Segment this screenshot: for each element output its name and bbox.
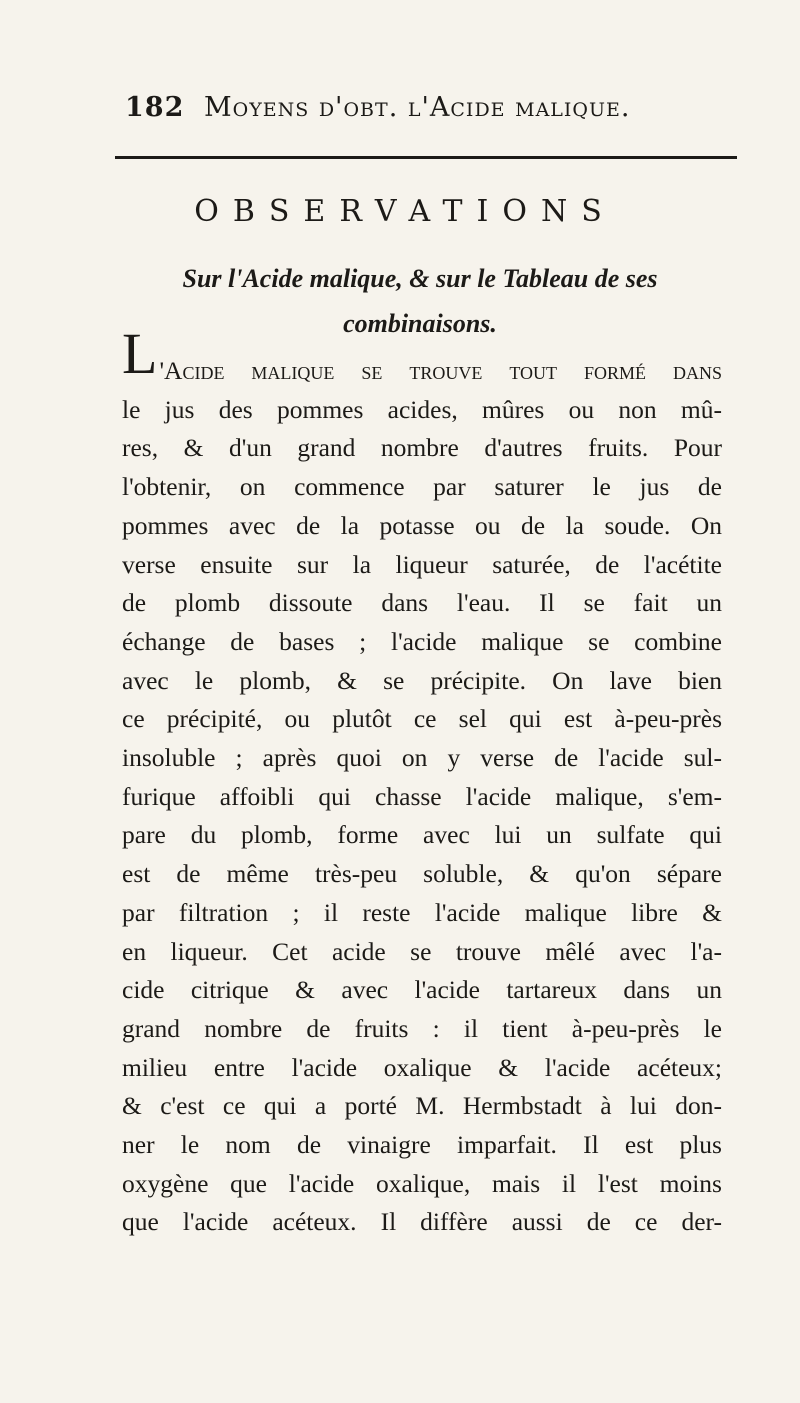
body-line: l'obtenir, on commence par saturer le jus de <box>122 472 722 502</box>
body-line: res, & d'un grand nombre d'autres fruits. Pour <box>122 433 722 463</box>
body-line-1: L 'Acide malique se trouve tout formé dans <box>122 321 722 386</box>
body-line: est de même très-peu soluble, & qu'on sépare <box>122 859 722 889</box>
body-line: verse ensuite sur la liqueur saturée, de l'acétite <box>122 549 722 579</box>
header-rule <box>115 156 737 159</box>
body-line: échange de bases ; l'acide malique se combine <box>122 626 722 656</box>
body-line: furique affoibli qui chasse l'acide malique, s'em- <box>122 781 722 811</box>
body-line: ner le nom de vinaigre imparfait. Il est plus <box>122 1130 722 1160</box>
body-line: insoluble ; après quoi on y verse de l'acide sul- <box>122 743 722 773</box>
body-line: que l'acide acéteux. Il diffère aussi de ce der- <box>122 1207 722 1237</box>
running-head <box>125 92 725 123</box>
section-subtitle <box>140 256 700 346</box>
body-line: de plomb dissoute dans l'eau. Il se fait un <box>122 588 722 618</box>
body-line: avec le plomb, & se précipite. On lave bien <box>122 665 722 695</box>
page-number: 182 <box>125 92 185 123</box>
body-line: grand nombre de fruits : il tient à-peu-près le <box>122 1013 722 1043</box>
body-line: ce précipité, ou plutôt ce sel qui est à-peu-près <box>122 704 722 734</box>
body-line: cide citrique & avec l'acide tartareux dans un <box>122 975 722 1005</box>
body-line: pare du plomb, forme avec lui un sulfate qui <box>122 820 722 850</box>
body-line: le jus des pommes acides, mûres ou non mû- <box>122 394 722 424</box>
subtitle-line-1: Sur l'Acide malique, & sur le Tableau de ses <box>182 264 658 293</box>
body-line: oxygène que l'acide oxalique, mais il l'est moins <box>122 1168 722 1198</box>
body-line: par filtration ; il reste l'acide malique libre & <box>122 897 722 927</box>
subtitle-line-2: combinaisons. <box>343 309 497 338</box>
running-title: Moyens d'obt. l'Acide malique. <box>203 92 631 123</box>
section-title: OBSERVATIONS <box>194 194 616 229</box>
body-line: & c'est ce qui a porté M. Hermbstadt à lui don- <box>122 1091 722 1121</box>
body-line-1-text: 'Acide malique se trouve tout formé dans <box>159 356 722 385</box>
body-line: en liqueur. Cet acide se trouve mêlé avec l'a- <box>122 936 722 966</box>
body-line: milieu entre l'acide oxalique & l'acide acéteux; <box>122 1052 722 1082</box>
body-line: pommes avec de la potasse ou de la soude. On <box>122 510 722 540</box>
